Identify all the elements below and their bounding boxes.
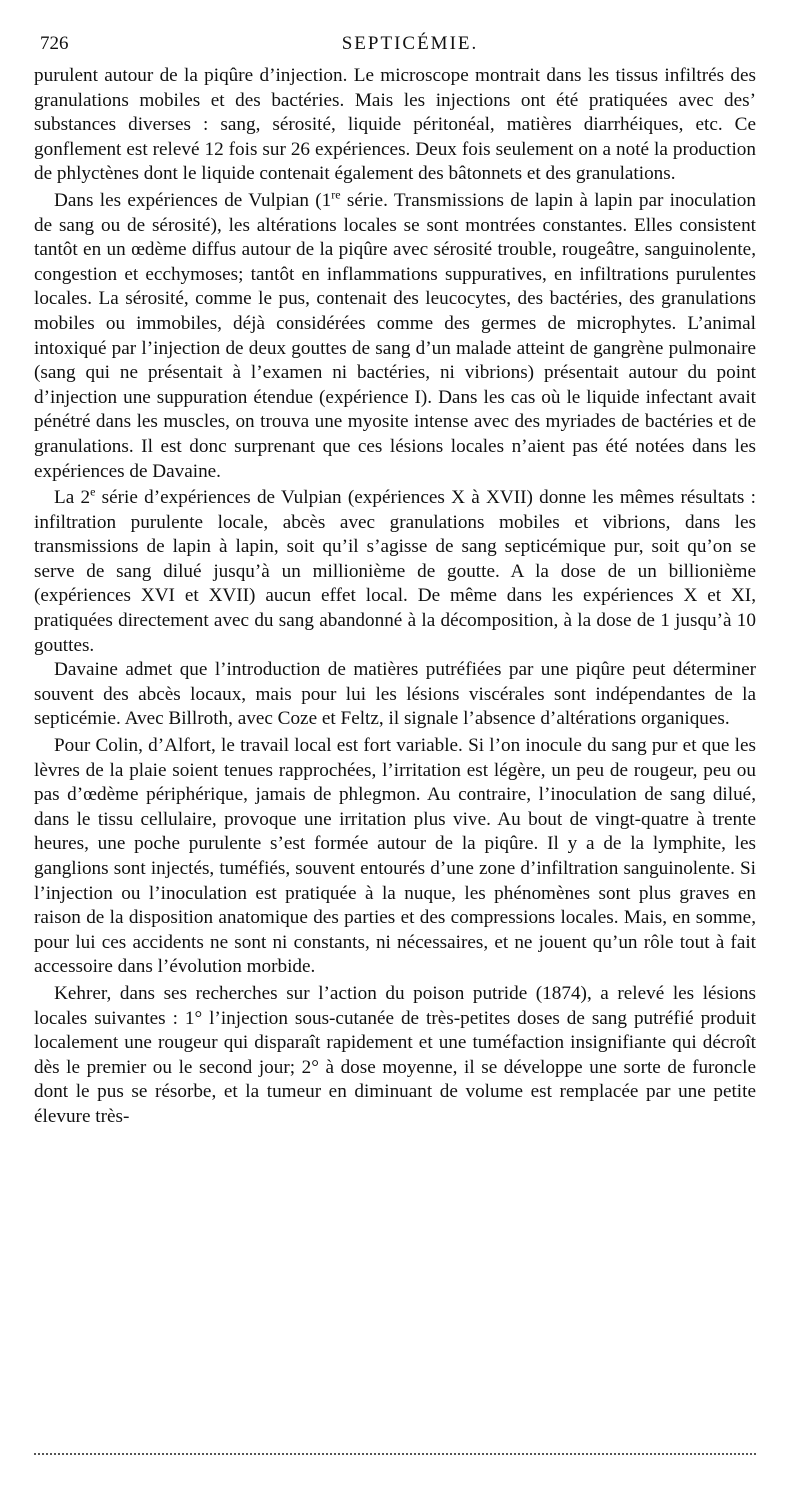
running-title: SEPTICÉMIE. <box>341 33 479 54</box>
paragraph-vulpian-second-series <box>34 486 756 658</box>
paragraph-vulpian-first-series <box>34 189 756 484</box>
running-header <box>34 30 756 64</box>
page-number: 726 <box>40 33 69 54</box>
paragraph-davaine: Davaine admet que l’introduction de matières putréfiées par une piqûre peut déterminer souvent des abcès locaux, mais pour lui les lésions viscérales sont indépendantes de la septicémie. Avec Billroth, avec Coze et Feltz, il signale l’absence d’altérations organiques. <box>34 659 756 730</box>
ordinal-superscript: re <box>331 187 341 202</box>
paragraph-text: série d’expériences de Vulpian (expériences X à XVII) donne les mêmes résultats : infiltration purulente locale, abcès avec granulations mobiles et vibrions, dans les transmissions de lapin à lapin, soit qu’il s’agisse de sang septicémique pur, soit qu’on se serve de sang dilué jusqu’à un millionième de goutte. A la dose de un billionième (expériences XVI et XVII) aucun effet local. De même dans les expériences X et XI, pratiquées directement avec du sang abandonné à la décomposition, à la dose de 1 jusqu’à 10 gouttes. <box>34 487 756 656</box>
ordinal-superscript: e <box>90 484 96 499</box>
paragraph-kehrer: Kehrer, dans ses recherches sur l’action du poison putride (1874), a relevé les lésions locales suivantes : 1° l’injection sous-cutanée de très-petites doses de sang putréfié produit localement une rougeur qui disparaît rapidement et une tuméfaction insignifiante qui décroît dès le premier ou le second jour; 2° à dose moyenne, il se développe une sorte de furoncle dont le pus se résorbe, et la tumeur en diminuant de volume est remplacée par une petite élevure très- <box>34 982 756 1127</box>
footer-dotted-rule <box>34 1453 756 1455</box>
paragraph-continuation: purulent autour de la piqûre d’injection. Le microscope montrait dans les tissus infiltrés des granulations mobiles et des bactéries. Mais les injections ont été pratiquées avec des’ substances diverses : sang, sérosité, liquide péritonéal, matières diarrhéiques, etc. Ce gonflement est relevé 12 fois sur 26 expériences. Deux fois seulement on a noté la production de phlyctènes dont le liquide contenait également des bâtonnets et des granulations. <box>34 65 756 185</box>
paragraph-colin: Pour Colin, d’Alfort, le travail local est fort variable. Si l’on inocule du sang pur et que les lèvres de la plaie soient tenues rapprochées, l’irritation est légère, un peu de rougeur, peu ou pas d’œdème périphérique, jamais de phlegmon. Au contraire, l’inoculation de sang dilué, dans le tissu cellulaire, provoque une irritation plus vive. Au bout de vingt-quatre à trente heures, une poche purulente s’est formée autour de la piqûre. Il y a de la lymphite, les ganglions sont injectés, tuméfiés, souvent entourés d’une zone d’infiltration sanguinolente. Si l’injection ou l’inoculation est pratiquée à la nuque, les phénomènes sont plus graves en raison de la disposition anatomique des parties et des compressions locales. Mais, en somme, pour lui ces accidents ne sont ni constants, ni nécessaires, et ne jouent qu’un rôle tout à fait accessoire dans l’évolution morbide. <box>34 735 756 978</box>
paragraph-text: série. Transmissions de lapin à lapin par inoculation de sang ou de sérosité), les altérations locales se sont montrées constantes. Elles consistent tantôt en un œdème diffus autour de la piqûre avec sérosité trouble, rougeâtre, sanguinolente, congestion et ecchymoses; tantôt en inflammations suppuratives, en infiltrations purulentes locales. La sérosité, comme le pus, contenait des leucocytes, des bactéries, des granulations mobiles ou immobiles, déjà considérées comme des germes de microphytes. L’animal intoxiqué par l’injection de deux gouttes de sang d’un malade atteint de gangrène pulmonaire (sang qui ne présentait à l’examen ni bactéries, ni vibrions) présentait autour du point d’injection une suppuration étendue (expérience I). Dans les cas où le liquide infectant avait pénétré dans les muscles, on trouva une myosite intense avec des myriades de bactéries et de granulations. Il est donc surprenant que ces lésions locales n’aient pas été notées dans les expériences de Davaine. <box>34 189 756 482</box>
paragraph-text: Dans les expériences de Vulpian (1 <box>54 189 332 211</box>
body-text <box>34 64 756 1130</box>
paragraph-text: La 2 <box>54 487 91 509</box>
